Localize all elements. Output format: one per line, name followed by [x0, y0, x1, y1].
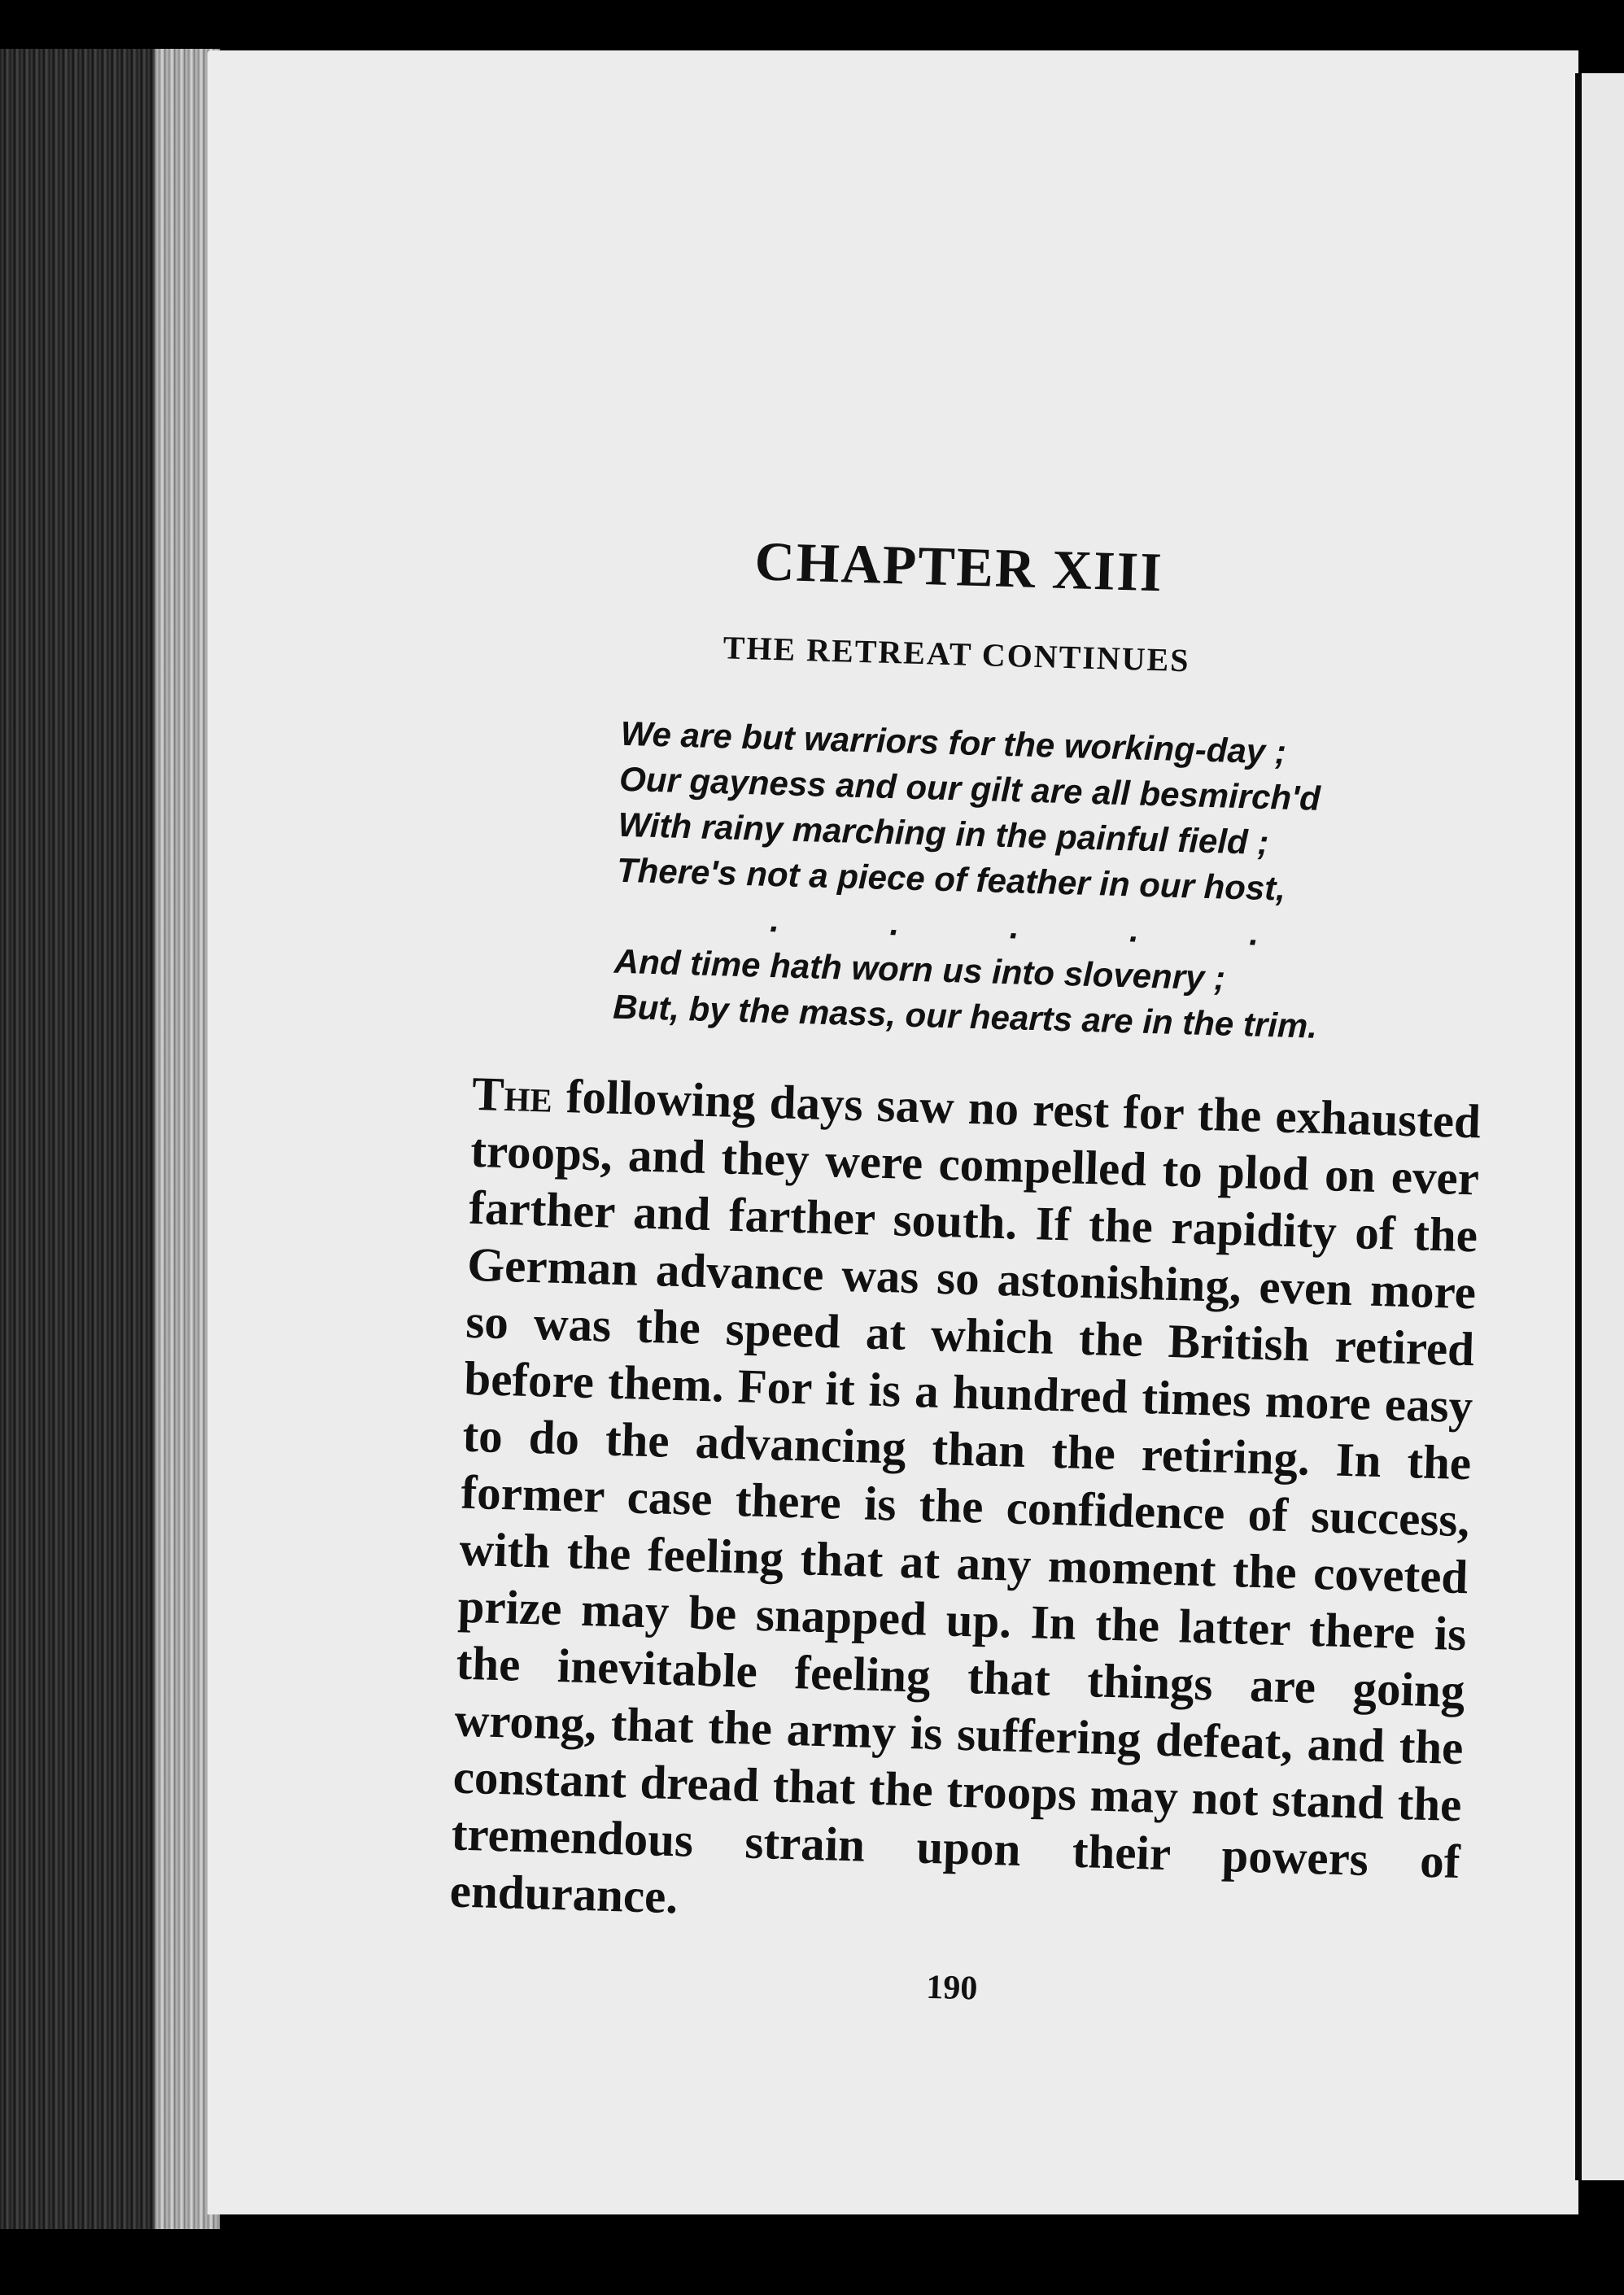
page-text-block: [414, 521, 1513, 2022]
epigraph: [613, 711, 1508, 1054]
epigraph-line: There's not a piece of feather in our host,: [616, 850, 1286, 908]
epigraph-line: We are but warriors for the working-day ;: [620, 713, 1287, 771]
epigraph-line: With rainy marching in the painful field ;: [618, 805, 1270, 862]
paragraph-text: following days saw no rest for the exhausted troops, and they were compelled to plod on ever farther and farther south. If the rapidity of the German advance was so astonishing, even more so was the speed at which the British retired before them. For it is a hundred times more easy to do the advancing than the retiring. In the former case there is the confidence of success, with the feeling that at any moment the coveted prize may be snapped up. In the latter there is the inevitable feeling that things are going wrong, that the army is suffering defeat, and the constant dread that the troops may not stand the tremendous strain upon their powers of endurance.: [449, 1068, 1482, 1924]
page-gutter-shadow: [1575, 73, 1582, 2180]
page-number: 190: [925, 1968, 979, 2008]
facing-page-edge: [1582, 73, 1624, 2180]
lead-word: The: [471, 1066, 553, 1123]
epigraph-line: But, by the mass, our hearts are in the trim.: [612, 987, 1318, 1045]
epigraph-line: And time hath worn us into slovenry ;: [613, 941, 1226, 997]
chapter-heading: CHAPTER XIII: [753, 530, 1164, 604]
epigraph-ellipsis: . . . . .: [769, 900, 1310, 954]
chapter-title: THE RETREAT CONTINUES: [723, 629, 1191, 679]
body-paragraph: [449, 1065, 1482, 1947]
epigraph-line: Our gayness and our gilt are all besmirch'd: [618, 759, 1321, 818]
